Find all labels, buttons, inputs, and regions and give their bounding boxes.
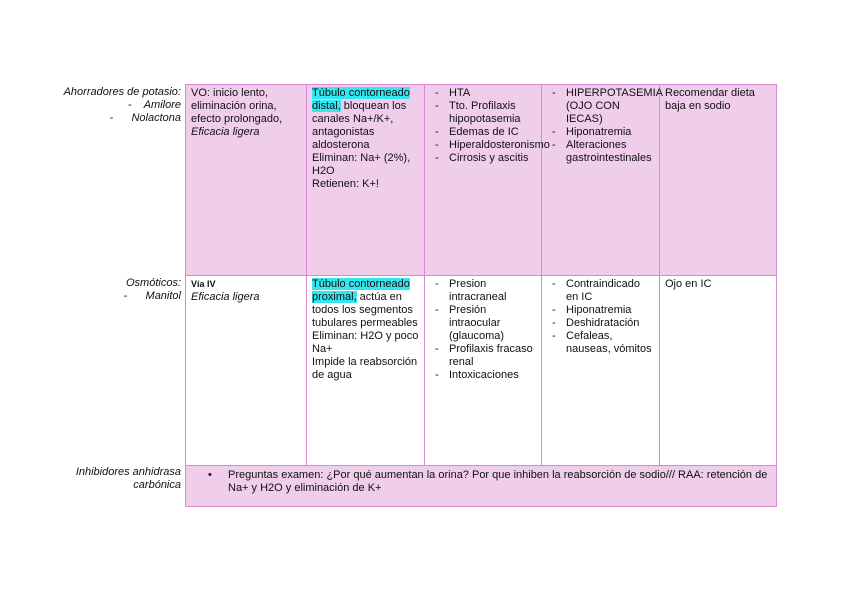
cell-notes: Recomendar dieta baja en sodio <box>659 84 777 275</box>
list-item: - Contraindicado en IC <box>547 278 654 304</box>
list-item: - Hiperaldosteronismo <box>430 139 536 152</box>
diuretics-table <box>185 84 777 507</box>
row-subitem: - Manitol <box>123 290 181 302</box>
list-item: - HTA <box>430 87 536 100</box>
cell-notes: Ojo en IC <box>659 275 777 465</box>
row-subitem: - Nolactona <box>109 112 181 124</box>
list-item: - Cefaleas, nauseas, vómitos <box>547 330 654 356</box>
row-label-inhibidores <box>60 466 181 492</box>
cell-adverse-effects <box>541 84 663 275</box>
list-item: - Hiponatremia <box>547 304 654 317</box>
row-label-ahorradores <box>60 86 181 125</box>
cell-indications <box>424 84 550 275</box>
cell-administration: Vía IV Eficacia ligera <box>185 275 306 465</box>
cell-exam-note <box>185 465 777 506</box>
list-item: - HIPERPOTASEMIA (OJO CON IECAS) <box>547 87 654 126</box>
list-item: - Alteraciones gastrointestinales <box>547 139 654 165</box>
bullet-icon: • <box>208 469 212 481</box>
table-row <box>185 84 777 275</box>
exam-note-text: Preguntas examen: ¿Por qué aumentan la orina? Por que inhiben la reabsorción de sodio/// RAA: retención de Na+ y H2O y eliminación de K+ <box>228 469 768 494</box>
list-item: - Tto. Profilaxis hipopotasemia <box>430 100 536 126</box>
highlighted-text: Túbulo contorneado proximal, <box>312 278 410 303</box>
list-item: - Cirrosis y ascitis <box>430 152 536 165</box>
cell-adverse-effects <box>541 275 659 465</box>
list-item: - Deshidratación <box>547 317 654 330</box>
cell-administration: VO: inicio lento, eliminación orina, efecto prolongado, Eficacia ligera <box>185 84 306 275</box>
list-item: - Intoxicaciones <box>430 369 536 382</box>
cell-mechanism: Túbulo contorneado proximal, actúa en todos los segmentos tubulares permeables Eliminan: H2O y poco Na+ Impide la reabsorción de agua <box>306 275 424 465</box>
table-row <box>185 275 777 465</box>
highlighted-text: Túbulo contorneado distal, <box>312 87 410 112</box>
row-subitem: - Amilore <box>127 99 181 111</box>
row-label-title: Osmóticos: <box>125 277 181 289</box>
list-item: - Profilaxis fracaso renal <box>430 343 536 369</box>
list-item: - Hiponatremia <box>547 126 654 139</box>
list-item: - Edemas de IC <box>430 126 536 139</box>
cell-mechanism: Túbulo contorneado distal, bloquean los canales Na+/K+, antagonistas aldosterona Eliminan: Na+ (2%), H2O Retienen: K+! <box>306 84 424 275</box>
row-label-osmoticos <box>60 277 181 303</box>
row-label-title: Inhibidores anhidrasa carbónica <box>75 466 181 491</box>
row-label-title: Ahorradores de potasio: <box>63 86 181 98</box>
cell-indications <box>424 275 541 465</box>
table-row <box>185 465 777 507</box>
list-item: - Presion intracraneal <box>430 278 536 304</box>
list-item: - Presión intraocular (glaucoma) <box>430 304 536 343</box>
